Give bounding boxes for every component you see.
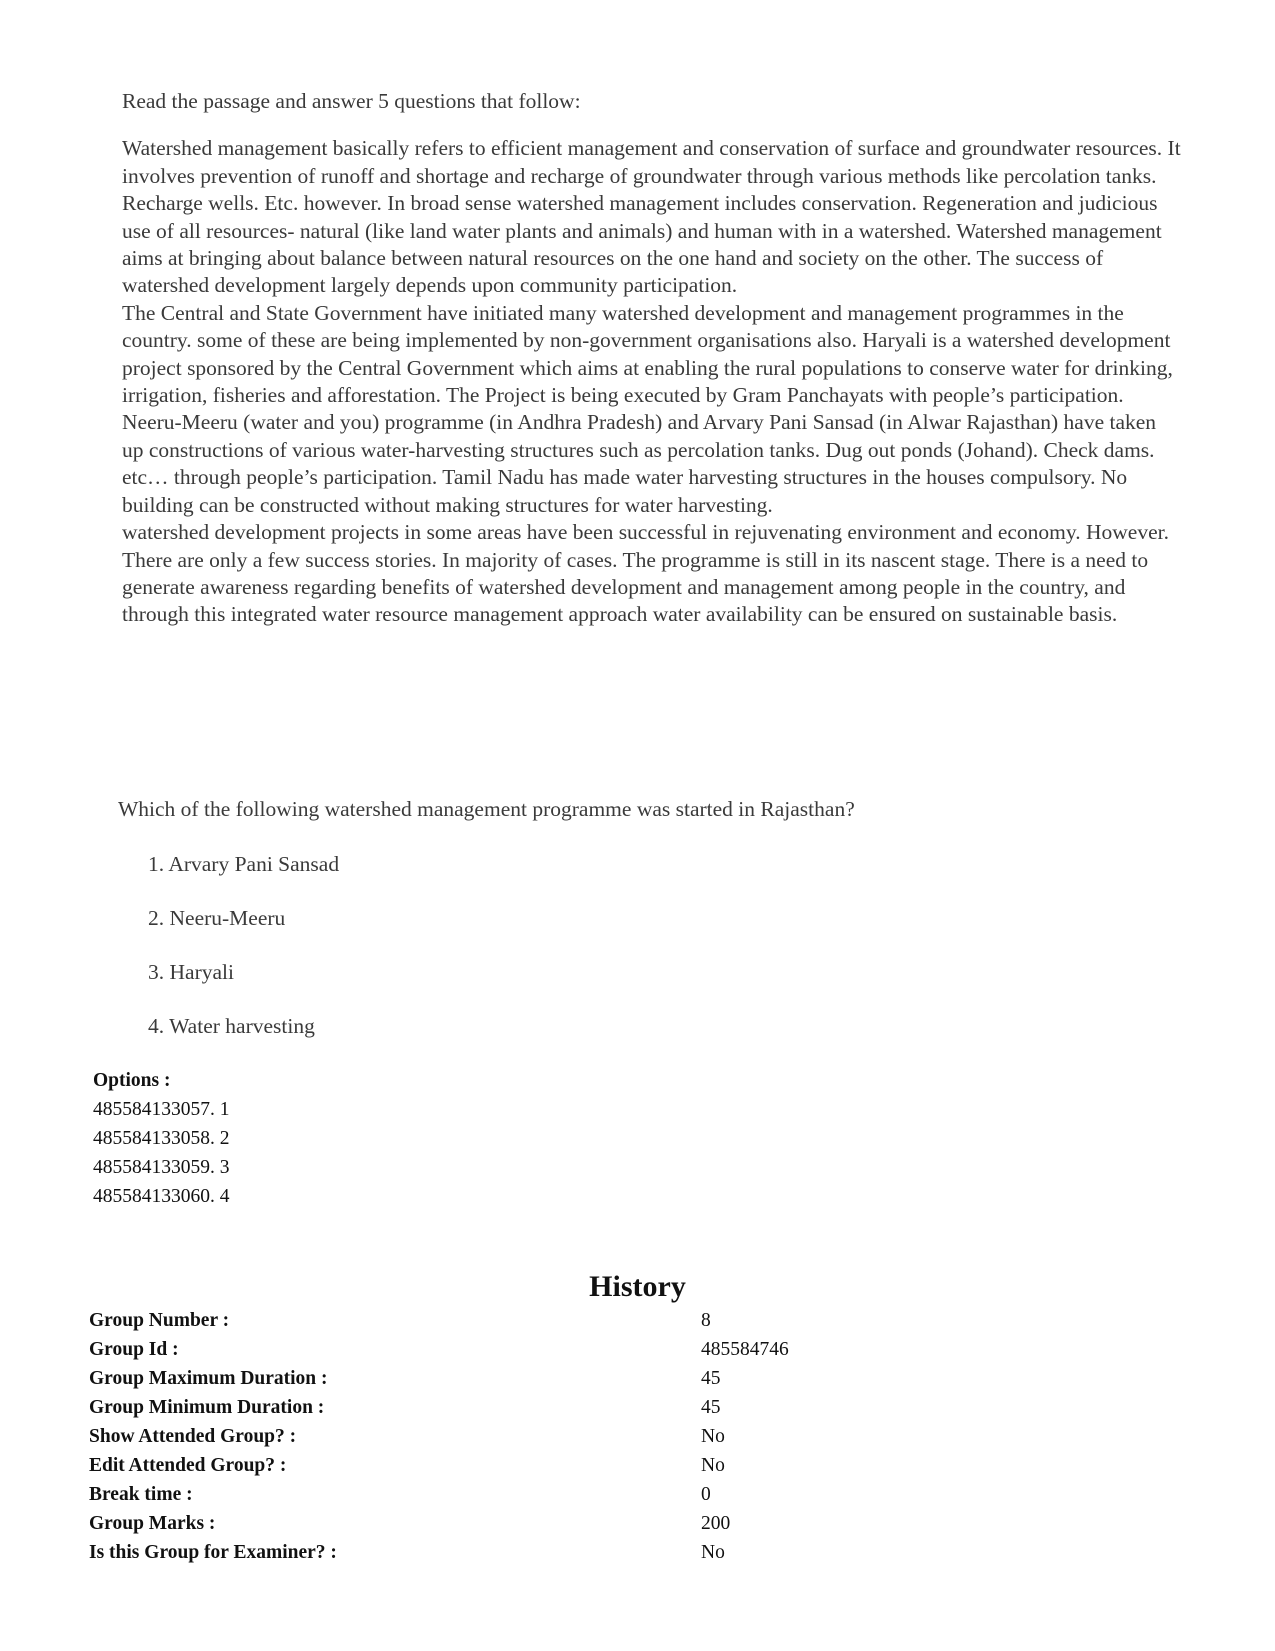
options-list [93, 1066, 230, 1211]
group-info-value: 485584746 [701, 1339, 789, 1360]
group-info-row [89, 1509, 989, 1538]
group-info-value: 45 [701, 1368, 721, 1389]
group-info-value: No [701, 1542, 725, 1563]
passage-intro: Read the passage and answer 5 questions that follow: [122, 89, 581, 113]
group-info-label: Show Attended Group? : [89, 1426, 297, 1447]
group-info-row [89, 1364, 989, 1393]
question-text: Which of the following watershed management programme was started in Rajasthan? [118, 797, 855, 821]
choice-item: 1. Arvary Pani Sansad [148, 852, 340, 876]
group-info-row [89, 1538, 989, 1567]
group-info-value: 0 [701, 1484, 711, 1505]
group-info-value: No [701, 1426, 725, 1447]
section-title: History [589, 1270, 686, 1303]
option-item: 485584133060. 4 [93, 1186, 230, 1207]
group-info-row [89, 1306, 989, 1335]
group-info-label: Is this Group for Examiner? : [89, 1542, 337, 1563]
group-info-table [89, 1306, 989, 1567]
group-info-label: Group Maximum Duration : [89, 1368, 328, 1389]
option-item: 485584133057. 1 [93, 1099, 230, 1120]
group-info-row [89, 1451, 989, 1480]
group-info-row [89, 1335, 989, 1364]
group-info-row [89, 1422, 989, 1451]
group-info-label: Group Marks : [89, 1513, 216, 1534]
passage-paragraph-1: Watershed management basically refers to efficient management and conservation of surface and groundwater resources. It involves prevention of runoff and shortage and recharge of groundwater through various methods like percolation tanks. Recharge wells. Etc. however. In broad sense watershed management includes conservation. Regeneration and judicious use of all resources- natural (like land water plants and animals) and human with in a watershed. Watershed management aims at bringing about balance between natural resources on the one hand and society on the other. The success of watershed development largely depends upon community participation. [122, 136, 1181, 298]
question-choices [148, 850, 339, 1066]
group-info-label: Group Number : [89, 1310, 230, 1331]
group-info-label: Edit Attended Group? : [89, 1455, 287, 1476]
passage-paragraph-2: The Central and State Government have initiated many watershed development and management programmes in the country. some of these are being implemented by non-government organisations also. Haryali is a watershed development project sponsored by the Central Government which aims at enabling the rural populations to conserve water for drinking, irrigation, fisheries and afforestation. The Project is being executed by Gram Panchayats with people’s participation. Neeru-Meeru (water and you) programme (in Andhra Pradesh) and Arvary Pani Sansad (in Alwar Rajasthan) have taken up constructions of various water-harvesting structures such as percolation tanks. Dug out ponds (Johand). Check dams. etc… through people’s participation. Tamil Nadu has made water harvesting structures in the houses compulsory. No building can be constructed without making structures for water harvesting. [122, 300, 1173, 517]
options-title: Options : [93, 1070, 171, 1091]
choice-item: 4. Water harvesting [148, 1014, 315, 1038]
choice-item: 3. Haryali [148, 960, 234, 984]
group-info-row [89, 1480, 989, 1509]
group-info-label: Break time : [89, 1484, 193, 1505]
group-info-row [89, 1393, 989, 1422]
group-info-value: No [701, 1455, 725, 1476]
choice-item: 2. Neeru-Meeru [148, 906, 286, 930]
group-info-value: 200 [701, 1513, 731, 1534]
group-info-value: 8 [701, 1310, 711, 1331]
group-info-value: 45 [701, 1397, 721, 1418]
passage-image [122, 88, 1182, 629]
option-item: 485584133059. 3 [93, 1157, 230, 1178]
passage-paragraph-3: watershed development projects in some areas have been successful in rejuvenating environment and economy. However. There are only a few success stories. In majority of cases. The programme is still in its nascent stage. There is a need to generate awareness regarding benefits of watershed development and management among people in the country, and through this integrated water resource management approach water availability can be ensured on sustainable basis. [122, 520, 1169, 627]
group-info-label: Group Id : [89, 1339, 179, 1360]
option-item: 485584133058. 2 [93, 1128, 230, 1149]
group-info-label: Group Minimum Duration : [89, 1397, 325, 1418]
